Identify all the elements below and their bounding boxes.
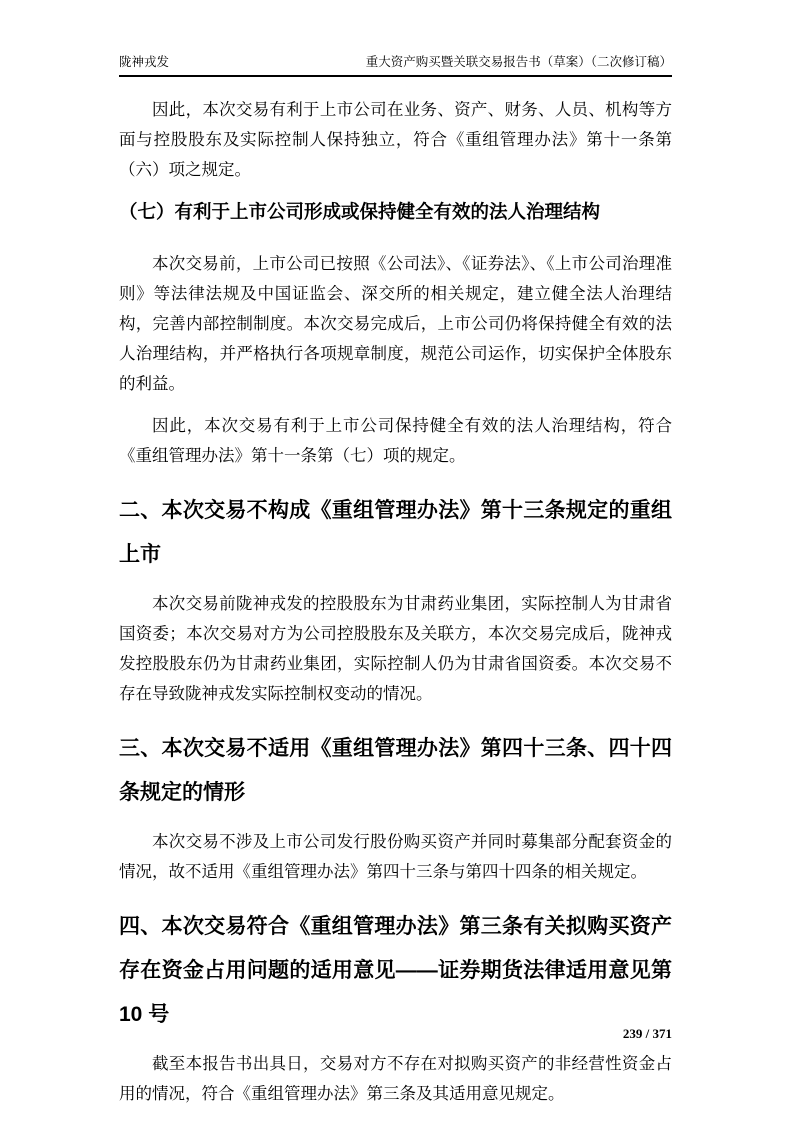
section-heading: 二、本次交易不构成《重组管理办法》第十三条规定的重组上市 xyxy=(119,499,672,566)
body-paragraph: 因此，本次交易有利于上市公司保持健全有效的法人治理结构，符合《重组管理办法》第十一条第（七）项的规定。 xyxy=(119,416,672,465)
body-paragraph: 本次交易前，上市公司已按照《公司法》、《证券法》、《上市公司治理准则》等法律法规及中国证监会、深交所的相关规定，建立健全法人治理结构，完善内部控制制度。本次交易完成后，上市公司仍将保持健全有效的法人治理结构，并严格执行各项规章制度，规范公司运作，切实保护全体股东的利益。 xyxy=(119,254,672,393)
page-footer xyxy=(623,1026,672,1042)
section-heading: 四、本次交易符合《重组管理办法》第三条有关拟购买资产存在资金占用问题的适用意见——证券期货法律适用意见第 10 号 xyxy=(119,915,672,1026)
report-title: 重大资产购买暨关联交易报告书（草案）（二次修订稿） xyxy=(365,55,672,69)
section-heading: 三、本次交易不适用《重组管理办法》第四十三条、四十四条规定的情形 xyxy=(119,737,672,804)
company-short-name: 陇神戎发 xyxy=(119,55,170,69)
page-header xyxy=(119,54,672,77)
subsection-heading: （七）有利于上市公司形成或保持健全有效的法人治理结构 xyxy=(119,201,601,222)
body-paragraph: 因此，本次交易有利于上市公司在业务、资产、财务、人员、机构等方面与控股股东及实际控制人保持独立，符合《重组管理办法》第十一条第（六）项之规定。 xyxy=(119,100,672,179)
body-paragraph: 截至本报告书出具日，交易对方不存在对拟购买资产的非经营性资金占用的情况，符合《重组管理办法》第三条及其适用意见规定。 xyxy=(119,1054,672,1103)
page-number: 239 / 371 xyxy=(622,1026,672,1041)
body-paragraph: 本次交易不涉及上市公司发行股份购买资产并同时募集部分配套资金的情况，故不适用《重组管理办法》第四十三条与第四十四条的相关规定。 xyxy=(119,832,672,881)
document-body xyxy=(119,95,672,1121)
body-paragraph: 本次交易前陇神戎发的控股股东为甘肃药业集团，实际控制人为甘肃省国资委；本次交易对方为公司控股股东及关联方，本次交易完成后，陇神戎发控股股东仍为甘肃药业集团，实际控制人仍为甘肃省国资委。本次交易不存在导致陇神戎发实际控制权变动的情况。 xyxy=(119,594,672,703)
